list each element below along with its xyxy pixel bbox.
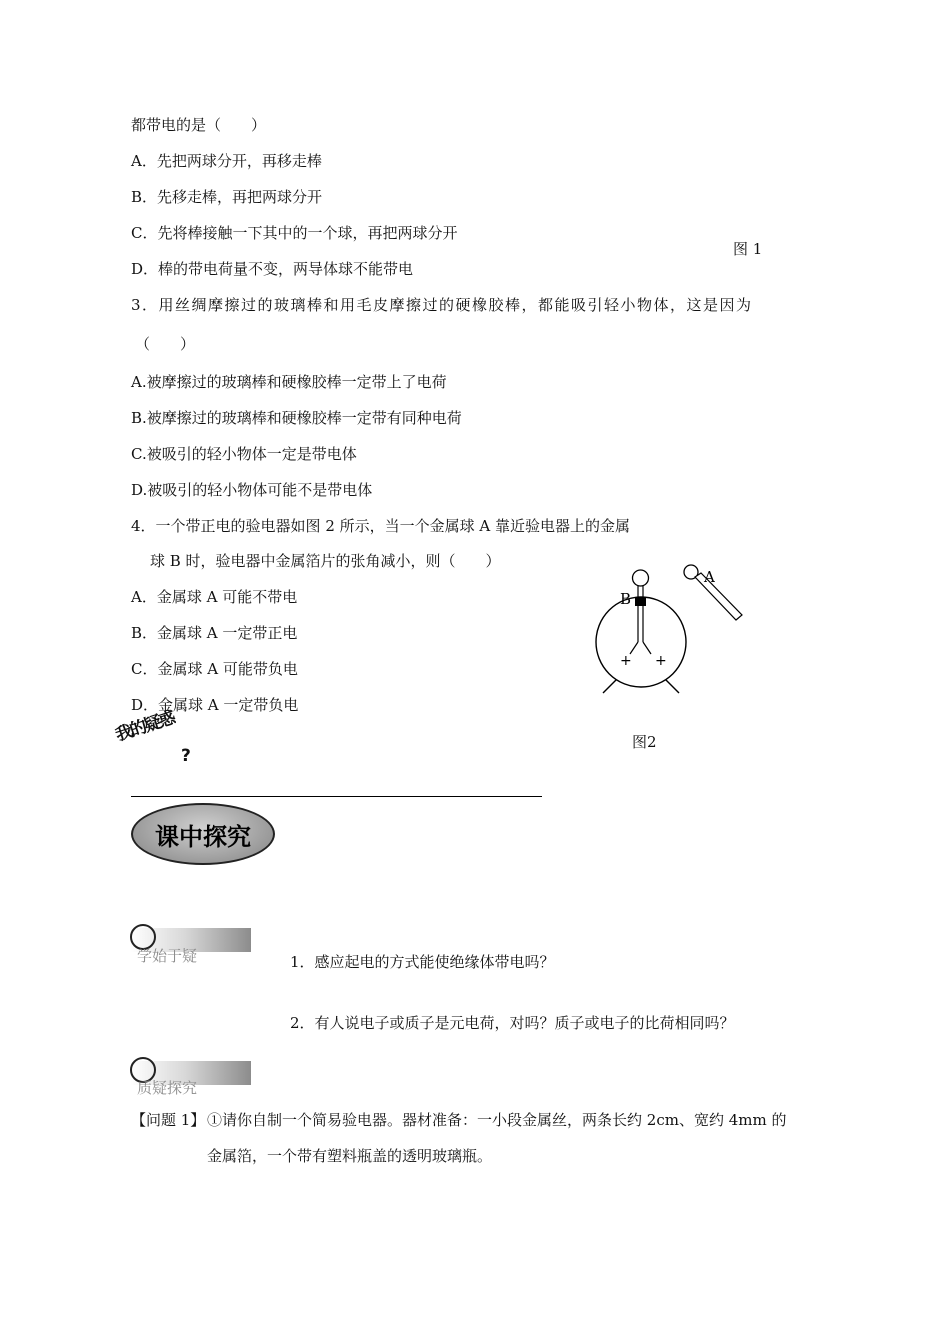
q3-option-c: C.被吸引的轻小物体一定是带电体 — [131, 445, 357, 463]
learn-label: 学始于疑 — [137, 947, 198, 965]
section-title-badge — [131, 803, 275, 865]
q4-stem-line2: 球 B 时，验电器中金属箔片的张角减小，则（ ） — [150, 552, 501, 570]
q3-blank: （ ） — [135, 335, 196, 353]
label-a: A — [704, 568, 715, 586]
q4-option-d: D．金属球 A 一定带负电 — [131, 696, 299, 714]
q4-option-c: C．金属球 A 可能带负电 — [131, 660, 298, 678]
section-title: 课中探究 — [155, 822, 251, 851]
metal-ball-b — [633, 570, 649, 586]
problem-1-line2: 金属箔，一个带有塑料瓶盖的透明玻璃瓶。 — [207, 1147, 493, 1165]
q3-option-d: D.被吸引的轻小物体可能不是带电体 — [131, 481, 373, 499]
problem-1-tag: 【问题 1】 — [131, 1111, 206, 1129]
answer-line — [131, 796, 542, 797]
label-b: B — [620, 590, 632, 608]
q2-option-a: A．先把两球分开，再移走棒 — [131, 152, 322, 170]
my-doubt-title: 我的疑惑 — [113, 708, 177, 746]
q2-option-c: C．先将棒接触一下其中的一个球，再把两球分开 — [131, 224, 458, 242]
electroscope-figure — [585, 560, 755, 700]
q2-stem-tail: 都带电的是（ ） — [131, 116, 267, 134]
q2-option-b: B．先移走棒，再把两球分开 — [131, 188, 323, 206]
learn-question-1: 1．感应起电的方式能使绝缘体带电吗？ — [290, 953, 555, 971]
q3-option-a: A.被摩擦过的玻璃棒和硬橡胶棒一定带上了电荷 — [131, 373, 447, 391]
learn-question-2: 2．有人说电子或质子是元电荷，对吗？质子或电子的比荷相同吗？ — [290, 1014, 735, 1032]
plus-left: + — [620, 653, 632, 669]
my-doubt-mark: ? — [181, 746, 191, 766]
figure-1-caption: 图 1 — [733, 240, 763, 258]
q4-stem-line1: 4．一个带正电的验电器如图 2 所示，当一个金属球 A 靠近验电器上的金属 — [131, 517, 630, 535]
foil-right — [643, 642, 651, 654]
inquiry-label: 质疑探究 — [137, 1079, 198, 1097]
q3-stem: 3．用丝绸摩擦过的玻璃棒和用毛皮摩擦过的硬橡胶棒，都能吸引轻小物体，这是因为 — [131, 296, 753, 314]
q3-option-b: B.被摩擦过的玻璃棒和硬橡胶棒一定带有同种电荷 — [131, 409, 462, 427]
problem-1-line1: ①请你自制一个简易验电器。器材准备：一小段金属丝，两条长约 2cm、宽约 4mm 的 — [207, 1111, 787, 1129]
figure-2-caption: 图2 — [632, 733, 657, 751]
plus-right: + — [655, 653, 667, 669]
insulating-handle — [695, 573, 742, 620]
electroscope-body — [596, 597, 686, 687]
electroscope-leg-right — [666, 680, 679, 693]
q4-option-b: B．金属球 A 一定带正电 — [131, 624, 298, 642]
electroscope-stopper — [635, 597, 646, 606]
q4-option-a: A．金属球 A 可能不带电 — [131, 588, 298, 606]
electroscope-leg-left — [603, 680, 616, 693]
q2-option-d: D．棒的带电荷量不变，两导体球不能带电 — [131, 260, 414, 278]
